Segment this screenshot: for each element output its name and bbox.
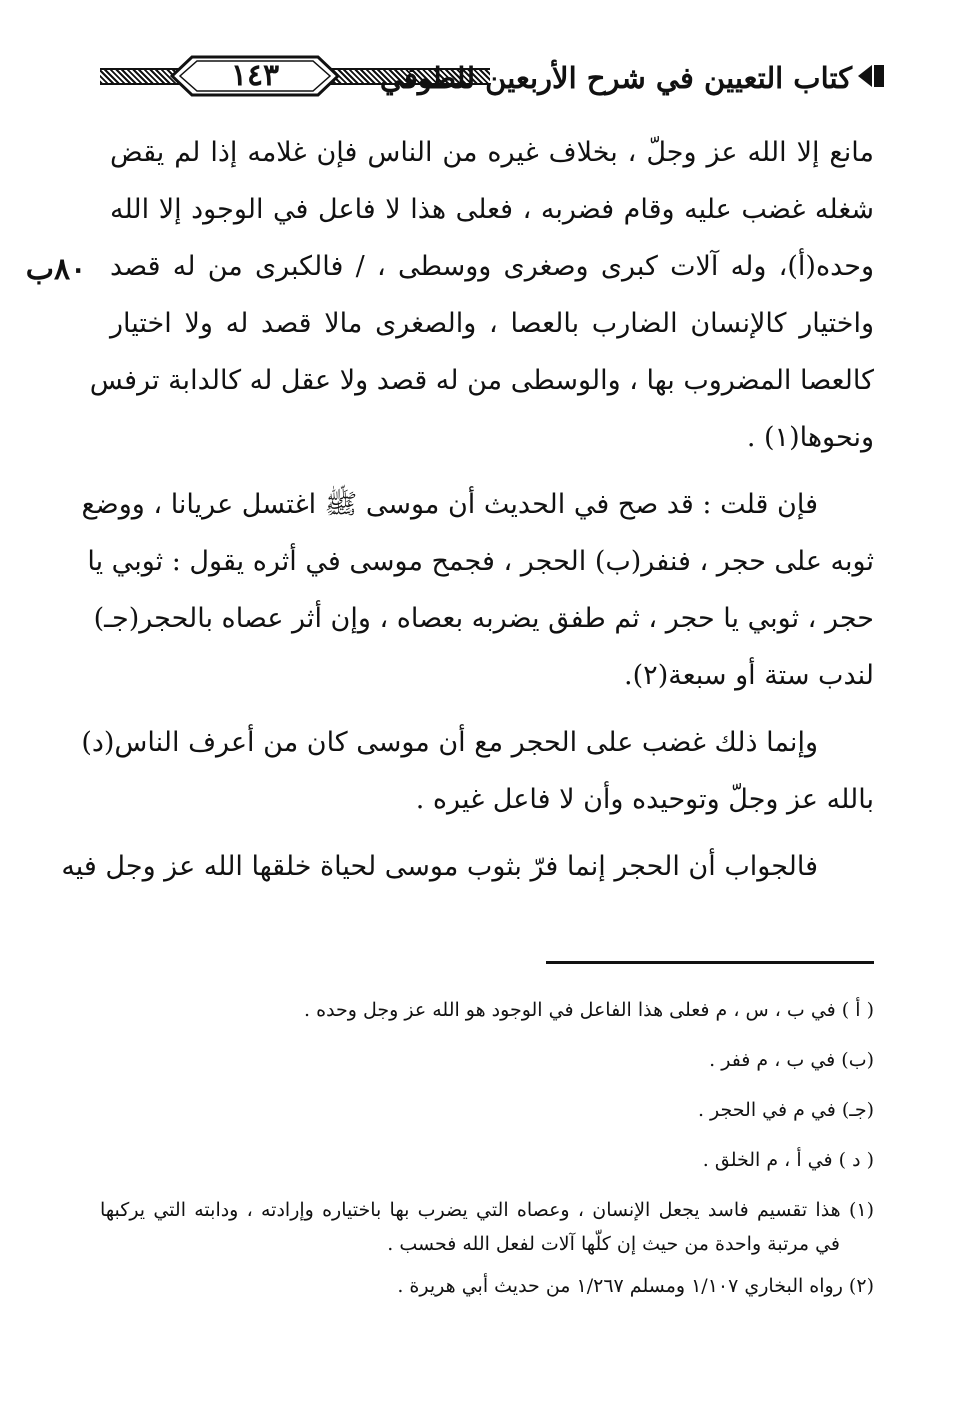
text-line: حجر ، ثوبي يا حجر ، ثم طفق يضربه بعصاه ، وإن أثر عصاه بالحجر(جـ) xyxy=(93,603,874,634)
footnote-continuation-text: في مرتبة واحدة من حيث إن كلّها آلات لفعل الله فحسب . xyxy=(387,1233,840,1255)
footnote: (٢) رواه البخاري ١/١٠٧ ومسلم ١/٢٦٧ من حديث أبي هريرة . xyxy=(397,1275,874,1297)
footnote: (ب) في ب ، م ففر . xyxy=(709,1049,874,1071)
manuscript-folio-note: ٨٠ب xyxy=(25,252,87,287)
text-line: بالله عز وجلّ وتوحيده وأن لا فاعل غيره . xyxy=(415,784,874,815)
footnote: (جـ) في م في الحجر . xyxy=(697,1099,874,1121)
page-number: ١٤٣ xyxy=(230,58,280,93)
footnote-continuation xyxy=(100,1227,874,1261)
page-header xyxy=(100,52,886,102)
text-line: لندب ستة أو سبعة(٢). xyxy=(624,660,874,691)
main-text xyxy=(61,124,874,895)
text-line: وإنما ذلك غضب على الحجر مع أن موسى كان من أعرف الناس(د) xyxy=(81,727,818,758)
text-line: فإن قلت : قد صح في الحديث أن موسى ﷺ اغتسل عريانا ، ووضع xyxy=(81,489,818,520)
text-line: وحده(أ)، وله آلات كبرى وصغرى ووسطى ، / فالكبرى من له قصد xyxy=(110,251,874,282)
footnote: ( أ ) في ب ، س ، م فعلى هذا الفاعل في الوجود هو الله عز وجل وحده . xyxy=(304,999,874,1021)
text-line: شغله غضب عليه وقام فضربه ، فعلى هذا لا فاعل في الوجود إلا الله xyxy=(110,194,874,225)
footnote: (١) هذا تقسيم فاسد يجعل الإنسان ، وعصاه التي يضرب بها باختياره وإرادته ، ودابته التي يركبها xyxy=(100,1199,874,1221)
header-arrow-icon xyxy=(858,65,884,87)
text-line: ونحوها(١) . xyxy=(746,422,874,453)
text-line: مانع إلا الله عز وجلّ ، بخلاف غيره من الناس فإن غلامه إذا لم يقض xyxy=(110,137,874,168)
text-line: ثوبه على حجر ، فنفر(ب) الحجر ، فجمح موسى في أثره يقول : ثوبي يا xyxy=(87,546,874,577)
footnote: ( د ) في أ ، م الخلق . xyxy=(702,1149,874,1171)
text-line: كالعصا المضروب بها ، والوسطى من له قصد ولا عقل له كالدابة ترفس xyxy=(89,365,874,396)
footnotes xyxy=(100,985,874,1311)
text-line: واختيار كالإنسان الضارب بالعصا ، والصغرى مالا قصد له ولا اختيار xyxy=(110,308,874,339)
running-title: كتاب التعيين في شرح الأربعين للطوفي xyxy=(379,61,852,95)
page-number-frame xyxy=(170,54,340,98)
footnote-divider xyxy=(546,961,874,964)
text-line: فالجواب أن الحجر إنما فرّ بثوب موسى لحياة خلقها الله عز وجل فيه xyxy=(61,851,818,882)
